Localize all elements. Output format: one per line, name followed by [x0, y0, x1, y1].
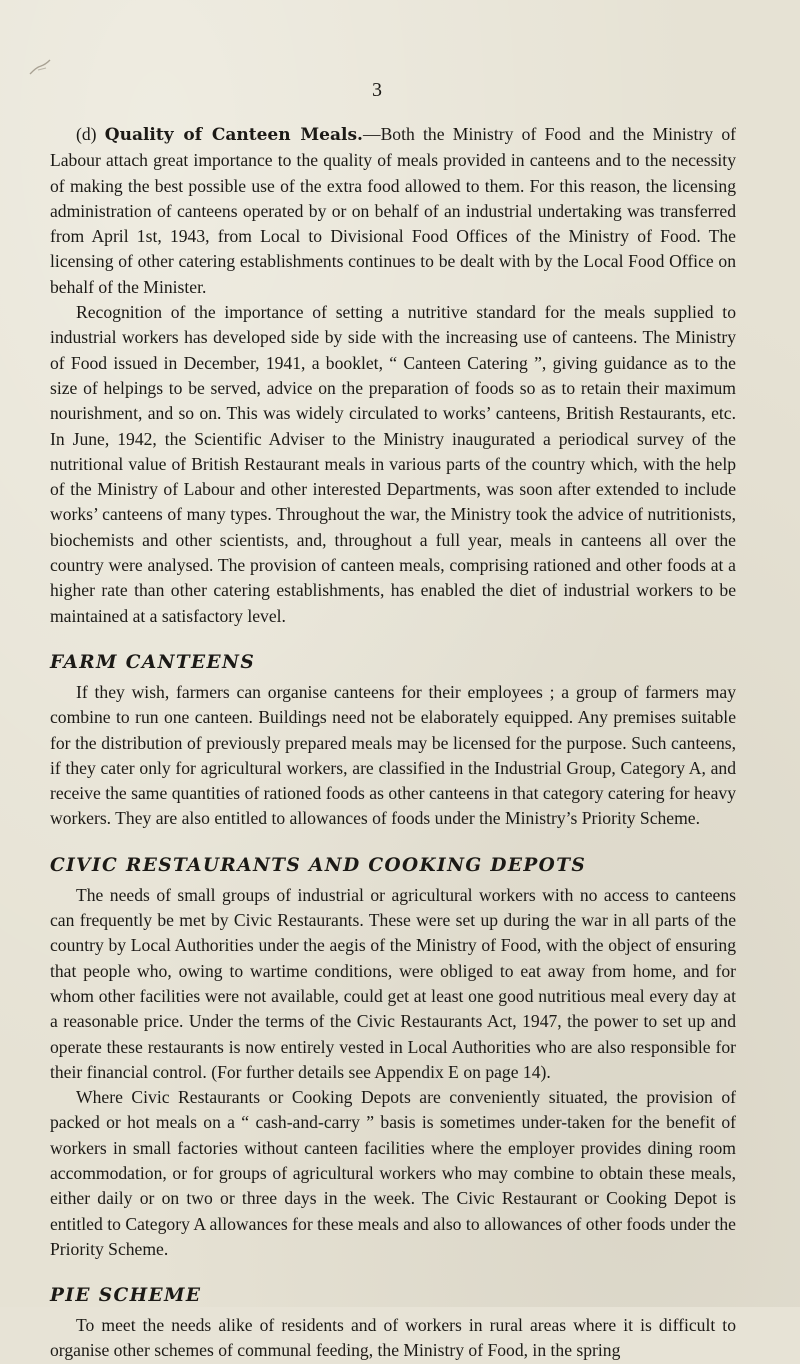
nutritive-standard-paragraph: Recognition of the importance of setting a nutritive standard for the meals supplied to industrial workers has developed side by side with the increasing use of canteens. The Ministry of Food issued in December, 1941, a booklet, “ Canteen Catering ”, giving guidance as to the size of helpings to be served, advice on the preparation of foods so as to retain their maximum nourishment, and so on. This was widely circulated to works’ canteens, British Restaurants, etc. In June, 1942, the Scientific Adviser to the Ministry inaugurated a periodical survey of the nutritional value of British Restaurant meals in various parts of the country which, with the help of the Ministry of Labour and other interested Departments, was soon after extended to include works’ canteens of many types. Throughout the war, the Ministry took the advice of nutritionists, biochemists and other scientists, and, throughout a full year, meals in canteens all over the country were analysed. The provision of canteen meals, comprising rationed and other foods at a higher rate than other catering establishments, has enabled the diet of industrial workers to be maintained at a satisfactory level.	[50, 302, 736, 626]
civic-restaurants-paragraph: The needs of small groups of industrial or agricultural workers with no access to canteens can frequently be met by Civic Restaurants. These were set up during the war in all parts of the country by Local Authorities under the aegis of the Ministry of Food, with the object of ensuring that people who, owing to wartime conditions, were obliged to eat away from home, and for whom other facilities were not available, could get at least one good nutritious meal every day at a reasonable price. Under the terms of the Civic Restaurants Act, 1947, the power to set up and operate these restaurants is now entirely vested in Local Authorities who are also responsible for their financial control. (For further details see Appendix E on page 14).	[50, 884, 736, 1082]
paragraph-text: —Both the Ministry of Food and the Ministry of Labour attach great importance to the quality of meals provided in canteens and to the necessity of making the best possible use of the extra food allowed to them. For this reason, the licensing administration of canteens operated by or on behalf of an industrial undertaking was transferred from April 1st, 1943, from Local to Divisional Food Offices of the Ministry of Food. The licensing of other catering establishments continues to be dealt with by the Local Food Office on behalf of the Minister.	[50, 124, 736, 297]
section-heading-pie-scheme: PIE SCHEME	[50, 1285, 202, 1307]
farm-canteens-paragraph: If they wish, farmers can organise canteens for their employees ; a group of farmers may combine to run one canteen. Buildings need not be elaborately equipped. Any premises suitable for the distribution of previously prepared meals may be licensed for the purpose. Such canteens, if they cater only for agricultural workers, are classified in the Industrial Group, Category A, and receive the same quantities of rationed foods as other canteens in that category catering for heavy workers. They are also entitled to allowances of foods under the Ministry’s Priority Scheme.	[50, 681, 736, 829]
scribble-mark	[28, 58, 56, 78]
section-heading-civic-restaurants: CIVIC RESTAURANTS AND COOKING DEPOTS	[50, 854, 587, 876]
pie-scheme-paragraph: To meet the needs alike of residents and of workers in rural areas where it is difficult to organise other schemes of communal feeding, the Ministry of Food, in the spring	[50, 1315, 736, 1361]
quality-of-canteen-meals-paragraph	[50, 122, 736, 300]
cooking-depots-paragraph: Where Civic Restaurants or Cooking Depots are conveniently situated, the provision of packed or hot meals on a “ cash-and-carry ” basis is sometimes under-taken for the benefit of workers in small factories without canteen facilities where the employer provides dining room accommodation, or for groups of agricultural workers who may combine to obtain these meals, either daily or on two or three days in the week. The Civic Restaurant or Cooking Depot is entitled to Category A allowances for these meals and also to allowances of other foods under the Priority Scheme.	[50, 1087, 736, 1259]
page-body	[50, 122, 736, 1364]
section-heading-quality: Quality of Canteen Meals.	[104, 125, 363, 145]
section-label: (d)	[76, 124, 97, 144]
section-heading-farm-canteens: FARM CANTEENS	[50, 651, 256, 673]
page-number: 3	[372, 79, 382, 101]
